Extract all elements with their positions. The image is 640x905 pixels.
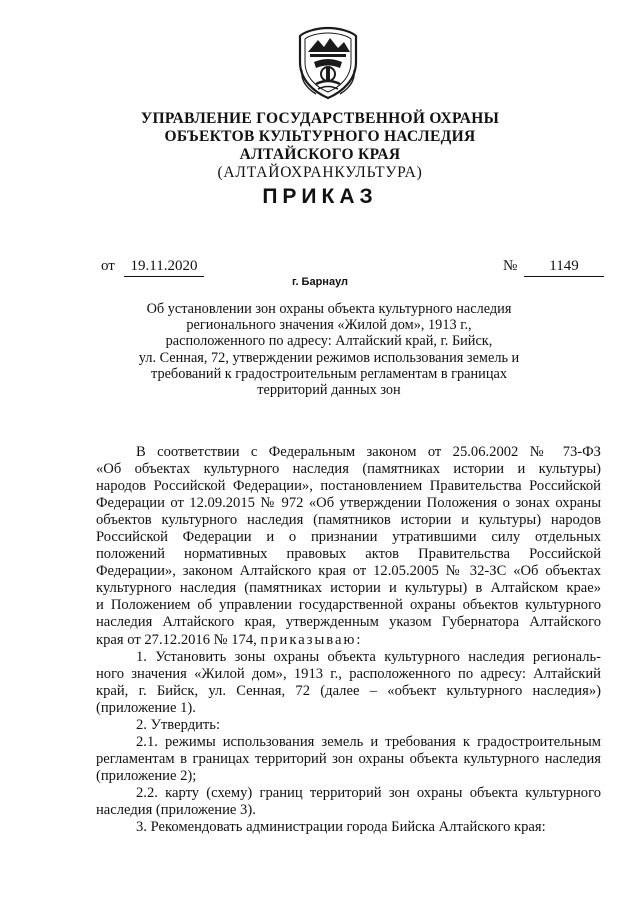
preamble-paragraph	[96, 444, 601, 649]
order-word: приказываю:	[260, 631, 363, 648]
body-line: наследия (приложение 3).	[96, 801, 256, 818]
subject-line: расположенного по адресу: Алтайский край, г. Бийск,	[165, 333, 493, 350]
body-line: 1. Установить зоны охраны объекта культурного наследия региональ-	[136, 648, 601, 665]
item-2-2	[96, 785, 601, 819]
document-body	[96, 444, 601, 836]
body-line: культурного наследия (памятниках истории и культуры) в Алтайском крае»	[96, 580, 601, 597]
body-line: Российской Федерации и о признании утратившими силу отдельных	[96, 529, 601, 546]
org-name-line-1: УПРАВЛЕНИЕ ГОСУДАРСТВЕННОЙ ОХРАНЫ	[140, 110, 500, 127]
body-line: край, г. Бийск, ул. Сенная, 72 (далее – «объект культурного наследия»)	[96, 682, 601, 699]
body-line: Федерации от 12.09.2015 № 972 «Об утверждении Положения о зонах охраны	[96, 495, 601, 512]
body-line: (приложение 2);	[96, 767, 197, 784]
city: г. Барнаул	[291, 276, 349, 288]
body-line: наследия Алтайского края, утвержденным указом Губернатора Алтайского	[96, 614, 601, 631]
body-line: и Положением об управлении государственной охраны объектов культурного	[96, 597, 601, 614]
preamble-last-text: края от 27.12.2016 № 174,	[96, 631, 257, 648]
body-line: «Об объектах культурного наследия (памятниках истории и культуры)	[96, 461, 601, 478]
org-name-line-2: ОБЪЕКТОВ КУЛЬТУРНОГО НАСЛЕДИЯ	[164, 128, 476, 145]
subject-line: Об установлении зон охраны объекта культурного наследия	[146, 301, 512, 317]
date-prefix: от	[101, 258, 115, 274]
body-line: В соответствии с Федеральным законом от 25.06.2002 № 73-ФЗ	[136, 444, 601, 460]
coat-of-arms-icon	[296, 26, 360, 100]
document-number: 1149	[524, 258, 604, 277]
body-line: 2.1. режимы использования земель и требования к градостроительным	[136, 733, 601, 750]
subject-line: требований к градостроительным регламентам в границах	[151, 365, 507, 382]
body-line: 3. Рекомендовать администрации города Бийска Алтайского края:	[136, 819, 546, 836]
subject-line: территорий данных зон	[257, 382, 401, 399]
body-line: (приложение 1).	[96, 699, 196, 716]
org-abbreviation: (АЛТАЙОХРАНКУЛЬТУРА)	[217, 164, 423, 181]
document-date: 19.11.2020	[124, 258, 204, 277]
subject-line: регионального значения «Жилой дом», 1913 г.,	[186, 317, 472, 334]
number-prefix: №	[503, 258, 518, 274]
document-subject	[118, 301, 540, 398]
body-line: объектов культурного наследия (памятников истории и культуры) народов	[96, 512, 601, 529]
item-3	[96, 819, 601, 836]
item-2	[96, 717, 601, 734]
body-line: народов Российской Федерации», постановлением Правительства Российской	[96, 478, 601, 495]
body-line: 2.2. карту (схему) границ территорий зон охраны объекта культурного	[136, 784, 601, 801]
document-type-title: ПРИКАЗ	[262, 185, 378, 208]
body-line: 2. Утвердить:	[136, 716, 221, 733]
body-line-last	[96, 632, 601, 649]
org-name-line-3: АЛТАЙСКОГО КРАЯ	[239, 146, 401, 163]
item-1	[96, 649, 601, 717]
body-line: регламентам в границах территорий зон охраны объекта культурного наследия	[96, 750, 601, 767]
body-line: Федерации», законом Алтайского края от 12.05.2005 № 32-ЗС «Об объектах	[96, 563, 601, 580]
item-2-1	[96, 734, 601, 785]
body-line: положений нормативных правовых актов Правительства Российской	[96, 546, 601, 563]
subject-line: ул. Сенная, 72, утверждении режимов использования земель и	[138, 349, 520, 366]
body-line: ного значения «Жилой дом», 1913 г., расположенного по адресу: Алтайский	[96, 665, 601, 682]
